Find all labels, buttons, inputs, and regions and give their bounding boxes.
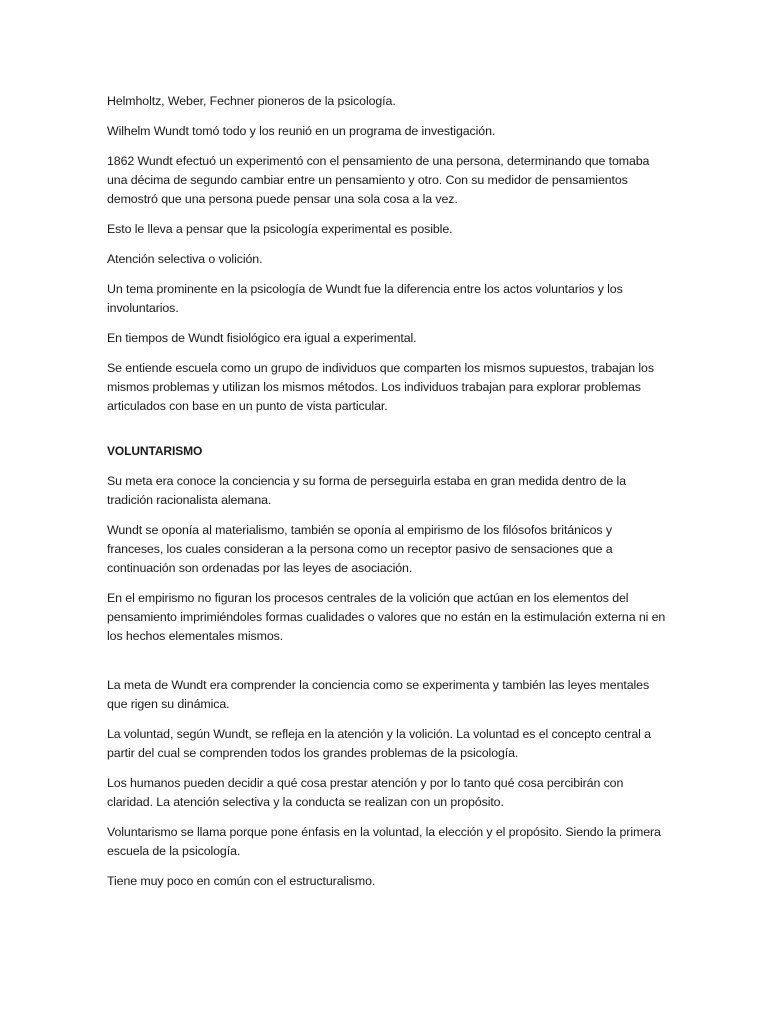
- paragraph: Su meta era conoce la conciencia y su forma de perseguirla estaba en gran medida dentro de la tradición racionalista alemana.: [107, 474, 626, 507]
- paragraph: Voluntarismo se llama porque pone énfasis en la voluntad, la elección y el propósito. Siendo la primera escuela de la psicología.: [107, 825, 661, 858]
- paragraph: Un tema prominente en la psicología de Wundt fue la diferencia entre los actos voluntarios y los involuntarios.: [107, 282, 623, 315]
- paragraph: Wilhelm Wundt tomó todo y los reunió en un programa de investigación.: [107, 124, 496, 138]
- paragraph: Helmholtz, Weber, Fechner pioneros de la psicología.: [107, 94, 396, 108]
- paragraph: Wundt se oponía al materialismo, también se oponía al empirismo de los filósofos británicos y franceses, los cuales consideran a la persona como un receptor pasivo de sensaciones que a continuación son ordenadas por las leyes de asociación.: [107, 523, 613, 575]
- paragraph: La voluntad, según Wundt, se refleja en la atención y la volición. La voluntad es el concepto central a partir del cual se comprenden todos los grandes problemas de la psicología.: [107, 727, 651, 760]
- paragraph: Tiene muy poco en común con el estructuralismo.: [107, 874, 376, 888]
- paragraph: Los humanos pueden decidir a qué cosa prestar atención y por lo tanto qué cosa percibirán con claridad. La atención selectiva y la conducta se realizan con un propósito.: [107, 776, 624, 809]
- paragraph: 1862 Wundt efectuó un experimentó con el pensamiento de una persona, determinando que tomaba una décima de segundo cambiar entre un pensamiento y otro. Con su medidor de pensamientos demostró que una persona puede pensar una sola cosa a la vez.: [107, 154, 650, 206]
- paragraph: En el empirismo no figuran los procesos centrales de la volición que actúan en los elementos del pensamiento imprimiéndoles formas cualidades o valores que no están en la estimulación externa ni en los hechos elementales mismos.: [107, 591, 666, 643]
- section-heading: VOLUNTARISMO: [107, 444, 203, 458]
- paragraph: Esto le lleva a pensar que la psicología experimental es posible.: [107, 222, 453, 236]
- paragraph: La meta de Wundt era comprender la conciencia como se experimenta y también las leyes mentales que rigen su dinámica.: [107, 678, 650, 711]
- paragraph: En tiempos de Wundt fisiológico era igual a experimental.: [107, 331, 417, 345]
- document-page: [107, 92, 667, 902]
- paragraph: Atención selectiva o volición.: [107, 252, 263, 266]
- paragraph: Se entiende escuela como un grupo de individuos que comparten los mismos supuestos, trabajan los mismos problemas y utilizan los mismos métodos. Los individuos trabajan para explorar problemas articulados con base en un punto de vista particular.: [107, 361, 654, 413]
